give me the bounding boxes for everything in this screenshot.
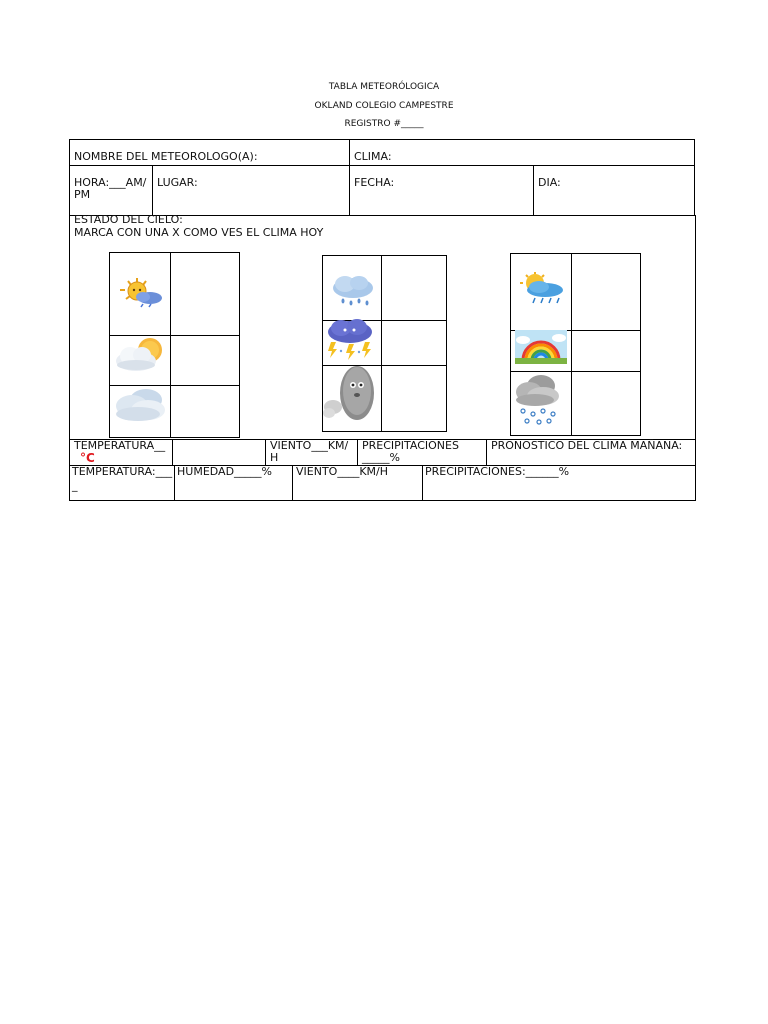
dia-label: DIA: (538, 176, 561, 189)
mark-cell[interactable] (381, 366, 446, 431)
mark-cell[interactable] (381, 321, 446, 365)
mark-cell[interactable] (170, 336, 239, 385)
school-name: OKLAND COLEGIO CAMPESTRE (314, 101, 454, 111)
viento-2-label: VIENTO____KM/H (296, 465, 389, 478)
divider (486, 439, 487, 466)
clima-label: CLIMA: (354, 150, 392, 163)
temperatura-label: TEMPERATURA__ (74, 439, 166, 452)
divider (422, 465, 423, 501)
sun-rain-drops-icon (517, 272, 565, 304)
storm-cloud-icon (323, 318, 377, 360)
mark-cell[interactable] (571, 254, 640, 330)
mark-cell[interactable] (381, 256, 446, 320)
windy-cloud-icon (323, 363, 377, 425)
estado-cielo-title: ESTADO DEL CIELO: (74, 213, 183, 226)
mark-cell[interactable] (571, 372, 640, 435)
hora-pm-label: PM (74, 188, 91, 201)
rain-cloud-icon (329, 274, 377, 308)
divider (174, 465, 175, 501)
precipitaciones-label: PRECIPITACIONES (362, 439, 459, 452)
hail-cloud-icon (513, 372, 561, 426)
divider (357, 439, 358, 466)
document-title: TABLA METEORÓLOGICA (328, 82, 440, 92)
sun-cloud-icon (112, 334, 166, 374)
mark-cell[interactable] (571, 331, 640, 371)
divider (152, 165, 153, 216)
nombre-label: NOMBRE DEL METEOROLOGO(A): (74, 150, 258, 163)
row-hora-lugar-fecha-dia (69, 165, 695, 216)
divider (265, 439, 266, 466)
temperatura-2-blank: _ (72, 479, 78, 492)
celsius-unit: °C (80, 451, 95, 465)
temperatura-2-label: TEMPERATURA:___ (72, 465, 173, 478)
lugar-label: LUGAR: (157, 176, 198, 189)
rainbow-icon (515, 330, 567, 364)
divider (172, 439, 173, 466)
hora-label: HORA:___AM/ (74, 176, 147, 189)
mark-cell[interactable] (170, 386, 239, 437)
fecha-label: FECHA: (354, 176, 395, 189)
precipitaciones-2-label: PRECIPITACIONES:______% (425, 465, 570, 478)
mark-cell[interactable] (170, 253, 239, 335)
viento-label: VIENTO___KM/ (270, 439, 349, 452)
instruction-text: MARCA CON UNA X COMO VES EL CLIMA HOY (74, 226, 324, 239)
precipitaciones-value: _____% (362, 451, 400, 464)
divider (533, 165, 534, 216)
humedad-label: HUMEDAD_____% (177, 465, 272, 478)
pronostico-label: PRONOSTICO DEL CLIMA MAÑANA: (491, 439, 683, 452)
viento-unit: H (270, 451, 279, 464)
sun-rain-icon (117, 276, 165, 308)
divider (292, 465, 293, 501)
registro-number: REGISTRO #_____ (344, 119, 424, 129)
cloudy-icon (112, 384, 168, 426)
